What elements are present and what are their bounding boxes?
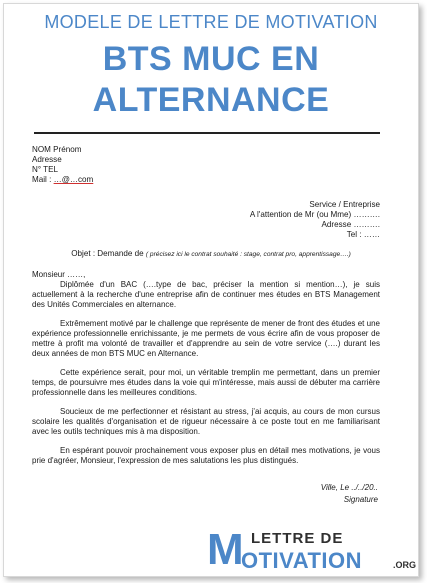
closing-block — [321, 482, 378, 506]
sender-mail-label: Mail : — [32, 175, 54, 184]
header-divider — [34, 132, 380, 134]
letter-paragraph: Cette expérience serait, pour moi, un véritable tremplin me permettant, dans un premier temps, de poursuivre mes études dans la voie qui m'intéresse, mais aussi de débuter ma carrière professionnelle dans les meilleures conditions. — [32, 368, 380, 397]
sender-block — [32, 145, 93, 185]
site-logo — [207, 525, 423, 578]
letter-paragraph: Soucieux de me perfectionner et résistant au stress, j'ai acquis, au cours de mon cursus scolaire les qualités d'organisation et de rigueur nécessaire à ce poste tout en me familiarisant avec les outils techniques mis à ma disposition. — [32, 407, 380, 436]
letter-paragraph: Extrêmement motivé par le challenge que représente de mener de front des études et une expérience professionnelle enrichissante, je me permets de vous écrire afin de vous proposer de mettre à profit ma volonté de travailler et d'apprendre au sein de votre service (….) durant les deux années de mon BTS MUC en Alternance. — [32, 319, 380, 358]
sender-mail-value: …@…com — [53, 175, 94, 184]
logo-main-text: OTIVATION — [241, 548, 363, 573]
letter-paragraph: En espérant pouvoir prochainement vous exposer plus en détail mes motivations, je vous prie d'agréer, Monsieur, l'expression de mes salutations les plus distingués. — [32, 446, 380, 465]
header-title-line1: BTS MUC EN — [102, 40, 320, 78]
sender-address: Adresse — [32, 155, 62, 164]
header-subtitle: MODELE DE LETTRE DE MOTIVATION — [44, 12, 378, 32]
header-title-line2: ALTERNANCE — [92, 81, 330, 119]
recipient-phone: Tel : …… — [346, 230, 380, 239]
letter-body — [32, 270, 380, 475]
logo-top-text: LETTRE DE — [251, 530, 344, 547]
subject-label: Objet : Demande de — [71, 249, 146, 258]
subject-line — [4, 249, 418, 258]
logo-suffix: .ORG — [393, 560, 417, 570]
logo-big-letter: M — [207, 525, 244, 574]
recipient-block — [250, 200, 380, 240]
recipient-address: Adresse ………. — [321, 220, 380, 229]
place-date: Ville, Le ../../20.. — [320, 483, 378, 492]
subject-note: ( précisez ici le contrat souhaité : stage, contrat pro, apprentissage….) — [145, 251, 351, 258]
recipient-attention: A l'attention de Mr (ou Mme) ………. — [249, 210, 380, 219]
signature: Signature — [343, 495, 378, 504]
recipient-service: Service / Entreprise — [309, 200, 380, 209]
letter-paragraph: Diplômée d'un BAC (….type de bac, préciser la mention si mention…), je suis actuellement à la recherche d'une entreprise afin de continuer mes études en BTS Management des Unités Commerciales en alternance. — [32, 280, 380, 309]
letter-salutation: Monsieur ……, — [32, 270, 86, 279]
letter-page — [3, 3, 419, 577]
sender-name: NOM Prénom — [32, 145, 82, 154]
sender-phone: N° TEL — [32, 165, 59, 174]
sender-mail — [32, 175, 93, 185]
